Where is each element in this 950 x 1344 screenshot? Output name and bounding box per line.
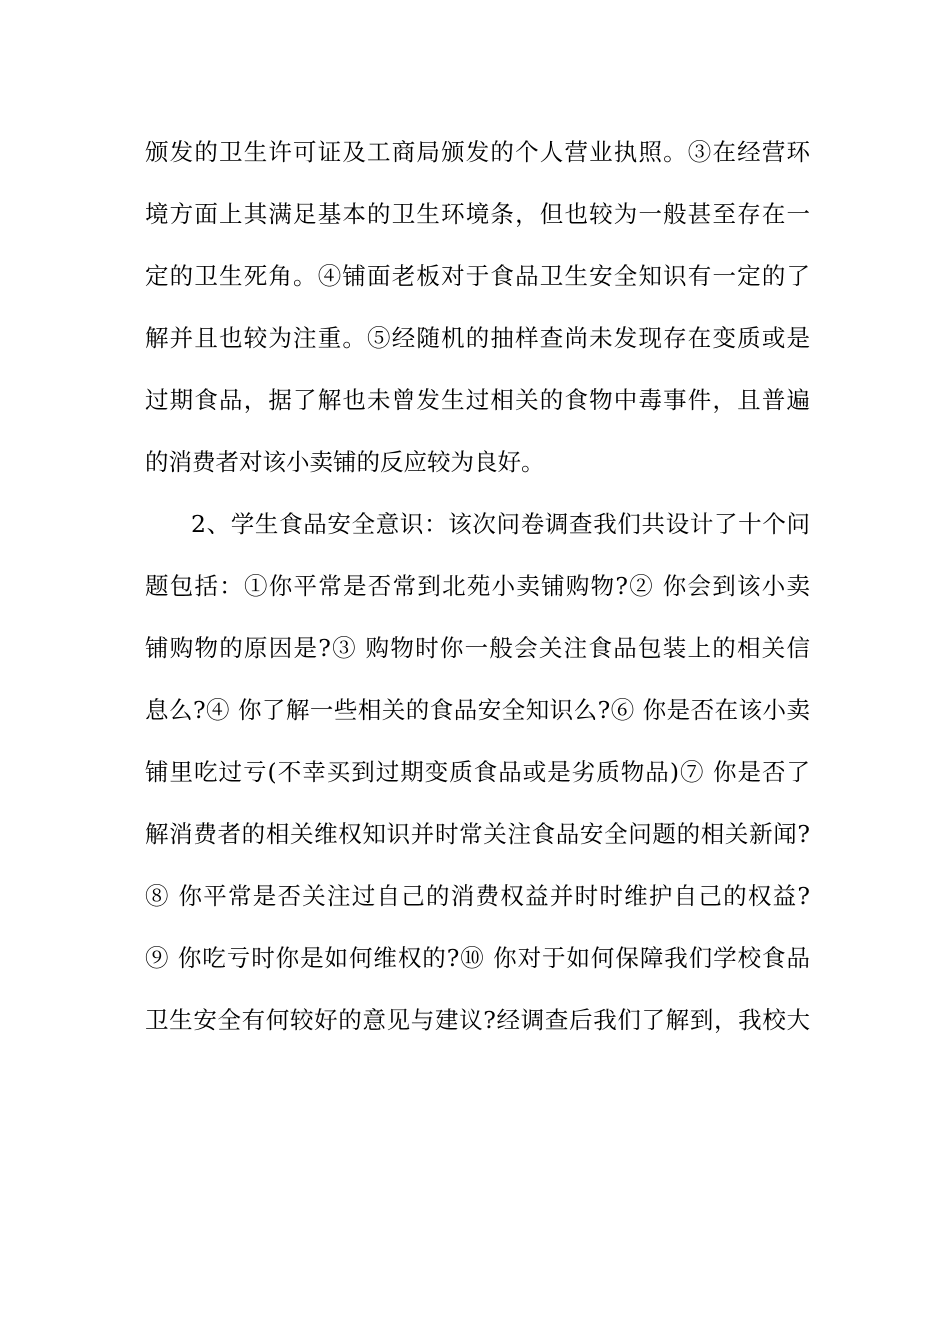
text-line: 解并且也较为注重。⑤经随机的抽样查尚未发现存在变质或是 bbox=[145, 324, 810, 352]
text-line: 题包括：①你平常是否常到北苑小卖铺购物?② 你会到该小卖 bbox=[145, 572, 810, 600]
text-line: 息么?④ 你了解一些相关的食品安全知识么?⑥ 你是否在该小卖 bbox=[145, 696, 810, 724]
text-line: 过期食品，据了解也未曾发生过相关的食物中毒事件，且普遍 bbox=[145, 386, 810, 414]
text-line: ⑧ 你平常是否关注过自己的消费权益并时时维护自己的权益? bbox=[145, 882, 810, 910]
text-line: 卫生安全有何较好的意见与建议?经调查后我们了解到，我校大 bbox=[145, 1006, 810, 1034]
body-text bbox=[145, 131, 810, 1061]
text-line: 颁发的卫生许可证及工商局颁发的个人营业执照。③在经营环 bbox=[145, 138, 810, 166]
text-line: 定的卫生死角。④铺面老板对于食品卫生安全知识有一定的了 bbox=[145, 262, 810, 290]
text-line-paragraph-start: 2、学生食品安全意识：该次问卷调查我们共设计了十个问 bbox=[191, 510, 810, 538]
text-line: 境方面上其满足基本的卫生环境条，但也较为一般甚至存在一 bbox=[145, 200, 810, 228]
text-line: ⑨ 你吃亏时你是如何维权的?⑩ 你对于如何保障我们学校食品 bbox=[145, 944, 810, 972]
text-line: 铺购物的原因是?③ 购物时你一般会关注食品包装上的相关信 bbox=[145, 634, 810, 662]
text-line: 铺里吃过亏(不幸买到过期变质食品或是劣质物品)⑦ 你是否了 bbox=[145, 758, 810, 786]
text-line: 解消费者的相关维权知识并时常关注食品安全问题的相关新闻? bbox=[145, 820, 810, 848]
text-line-paragraph-end: 的消费者对该小卖铺的反应较为良好。 bbox=[145, 448, 545, 476]
